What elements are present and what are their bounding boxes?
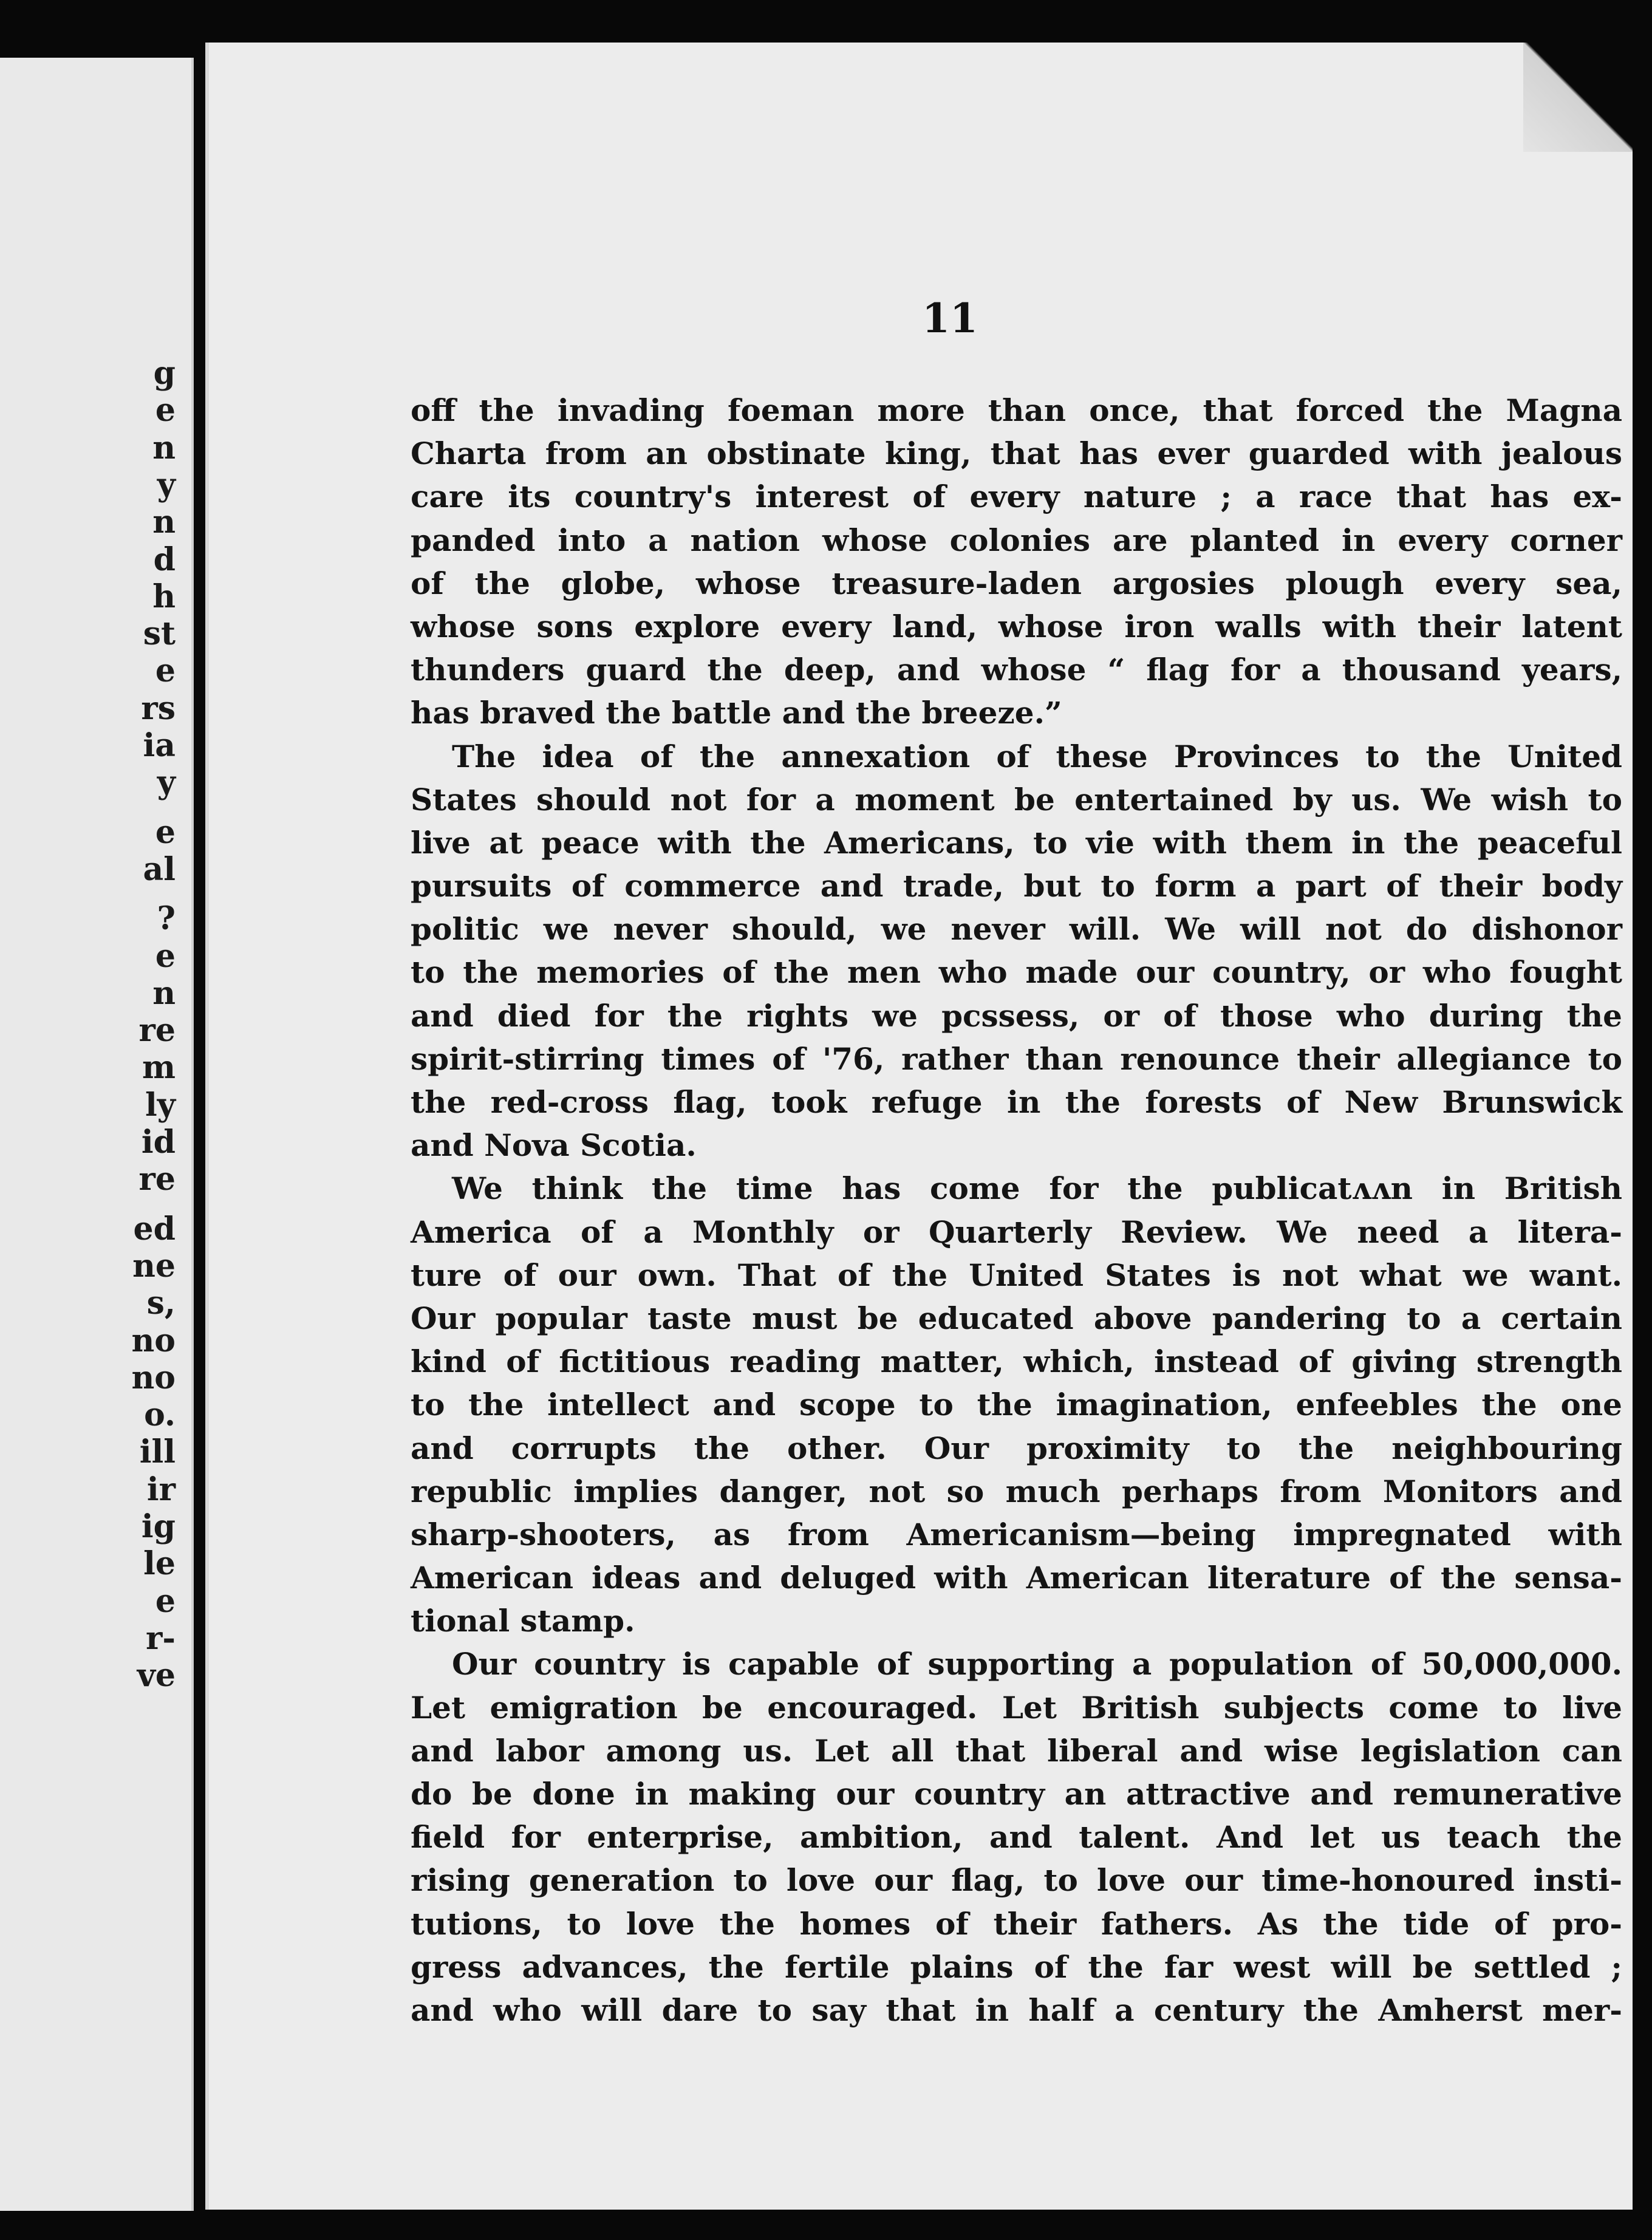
text-line: and who will dare to say that in half a century the Amherst mer- (411, 1992, 1622, 2028)
text-line: panded into a nation whose colonies are planted in every corner (411, 522, 1622, 558)
text-line: off the invading foeman more than once, that forced the Magna (411, 392, 1622, 428)
left-page-line-fragment: ly (145, 1086, 176, 1124)
left-page-line-fragment: no (131, 1359, 176, 1396)
page-number: 11 (922, 295, 978, 342)
left-page-line-fragment: ? (157, 900, 176, 938)
text-line: and corrupts the other. Our proximity to the neighbouring (411, 1430, 1622, 1466)
left-page-line-fragment: re (138, 1012, 176, 1050)
left-page-line-fragment: no (131, 1322, 176, 1359)
text-line: We think the time has come for the publicatʌʌn in British (452, 1170, 1622, 1207)
text-line: and Nova Scotia. (411, 1127, 697, 1164)
left-page-line-fragment: st (143, 615, 176, 653)
text-line: gress advances, the fertile plains of the far west will be settled ; (411, 1948, 1622, 1985)
left-page-line-fragment: g (153, 355, 176, 392)
text-line: kind of fictitious reading matter, which, instead of giving strength (411, 1344, 1622, 1380)
text-line: whose sons explore every land, whose iron walls with their latent (411, 608, 1622, 644)
text-line: sharp-shooters, as from Americanism—being impregnated with (411, 1516, 1622, 1552)
text-line: the red-cross flag, took refuge in the forests of New Brunswick (411, 1084, 1622, 1120)
text-line: States should not for a moment be entertained by us. We wish to (411, 781, 1622, 818)
left-page-line-fragment: n (152, 429, 176, 466)
text-line: and died for the rights we pcssess, or of those who during the (411, 997, 1622, 1034)
left-page-line-fragment: m (142, 1049, 176, 1087)
left-page-line-fragment: e (155, 1582, 176, 1620)
left-page-line-fragment: y (157, 466, 176, 504)
left-page-line-fragment: al (143, 850, 176, 888)
text-line: pursuits of commerce and trade, but to form a part of their body (411, 868, 1622, 904)
text-line: and labor among us. Let all that liberal and wise legislation can (411, 1732, 1622, 1769)
text-line: to the intellect and scope to the imagination, enfeebles the one (411, 1387, 1622, 1423)
text-line: tional stamp. (411, 1603, 635, 1639)
text-line: Our country is capable of supporting a population of 50,000,000. (452, 1646, 1622, 1682)
text-line: care its country's interest of every nature ; a race that has ex- (411, 479, 1622, 515)
left-page-fragment (0, 58, 194, 2211)
text-line: spirit-stirring times of '76, rather than renounce their allegiance to (411, 1040, 1622, 1077)
left-page-line-fragment: ve (137, 1657, 176, 1695)
left-page-line-fragment: le (143, 1545, 176, 1583)
left-page-line-fragment: r- (146, 1619, 176, 1657)
left-page-line-fragment: re (138, 1161, 176, 1198)
text-line: do be done in making our country an attractive and remunerative (411, 1776, 1622, 1812)
left-page-line-fragment: h (152, 578, 176, 615)
text-line: America of a Monthly or Quarterly Review. We need a litera- (411, 1214, 1622, 1250)
text-line: politic we never should, we never will. We will not do dishonor (411, 911, 1622, 948)
text-line: of the globe, whose treasure-laden argosies plough every sea, (411, 565, 1622, 601)
text-line: has braved the battle and the breeze.” (411, 695, 1062, 731)
text-line: field for enterprise, ambition, and talent. And let us teach the (411, 1819, 1622, 1856)
left-page-line-fragment: n (152, 974, 176, 1012)
left-page-line-fragment: e (155, 937, 176, 975)
left-page-line-fragment: y (157, 764, 176, 802)
left-page-line-fragment: n (152, 504, 176, 541)
left-page-line-fragment: e (155, 813, 176, 851)
left-page-text-fragments (0, 58, 191, 2211)
book-page (205, 43, 1633, 2210)
text-line: republic implies danger, not so much perhaps from Monitors and (411, 1473, 1622, 1509)
left-page-line-fragment: ir (146, 1470, 176, 1508)
left-page-line-fragment: e (155, 392, 176, 429)
page-corner-fold (1523, 43, 1633, 152)
text-line: Charta from an obstinate king, that has ever guarded with jealous (411, 435, 1622, 472)
left-page-line-fragment: ne (132, 1247, 176, 1285)
left-page-line-fragment: rs (141, 689, 176, 727)
text-line: Our popular taste must be educated above pandering to a certain (411, 1300, 1622, 1336)
left-page-line-fragment: ia (143, 727, 176, 764)
text-line: The idea of the annexation of these Provinces to the United (452, 738, 1622, 774)
text-line: American ideas and deluged with American literature of the sensa- (411, 1560, 1622, 1596)
left-page-line-fragment: o. (144, 1396, 176, 1434)
text-line: to the memories of the men who made our country, or who fought (411, 954, 1622, 991)
page-body-text (411, 389, 1622, 2032)
text-line: Let emigration be encouraged. Let British subjects come to live (411, 1689, 1622, 1726)
left-page-line-fragment: id (141, 1124, 176, 1161)
left-page-line-fragment: e (155, 652, 176, 690)
left-page-line-fragment: d (153, 541, 176, 578)
left-page-line-fragment: ig (141, 1508, 176, 1545)
text-line: thunders guard the deep, and whose “ flag for a thousand years, (411, 652, 1622, 688)
left-page-line-fragment: ed (133, 1210, 176, 1248)
text-line: tutions, to love the homes of their fathers. As the tide of pro- (411, 1905, 1622, 1942)
text-line: live at peace with the Americans, to vie with them in the peaceful (411, 824, 1622, 861)
left-page-line-fragment: s, (146, 1285, 176, 1322)
text-line: ture of our own. That of the United States is not what we want. (411, 1257, 1622, 1293)
left-page-line-fragment: ill (139, 1433, 176, 1471)
text-line: rising generation to love our flag, to love our time-honoured insti- (411, 1862, 1622, 1899)
